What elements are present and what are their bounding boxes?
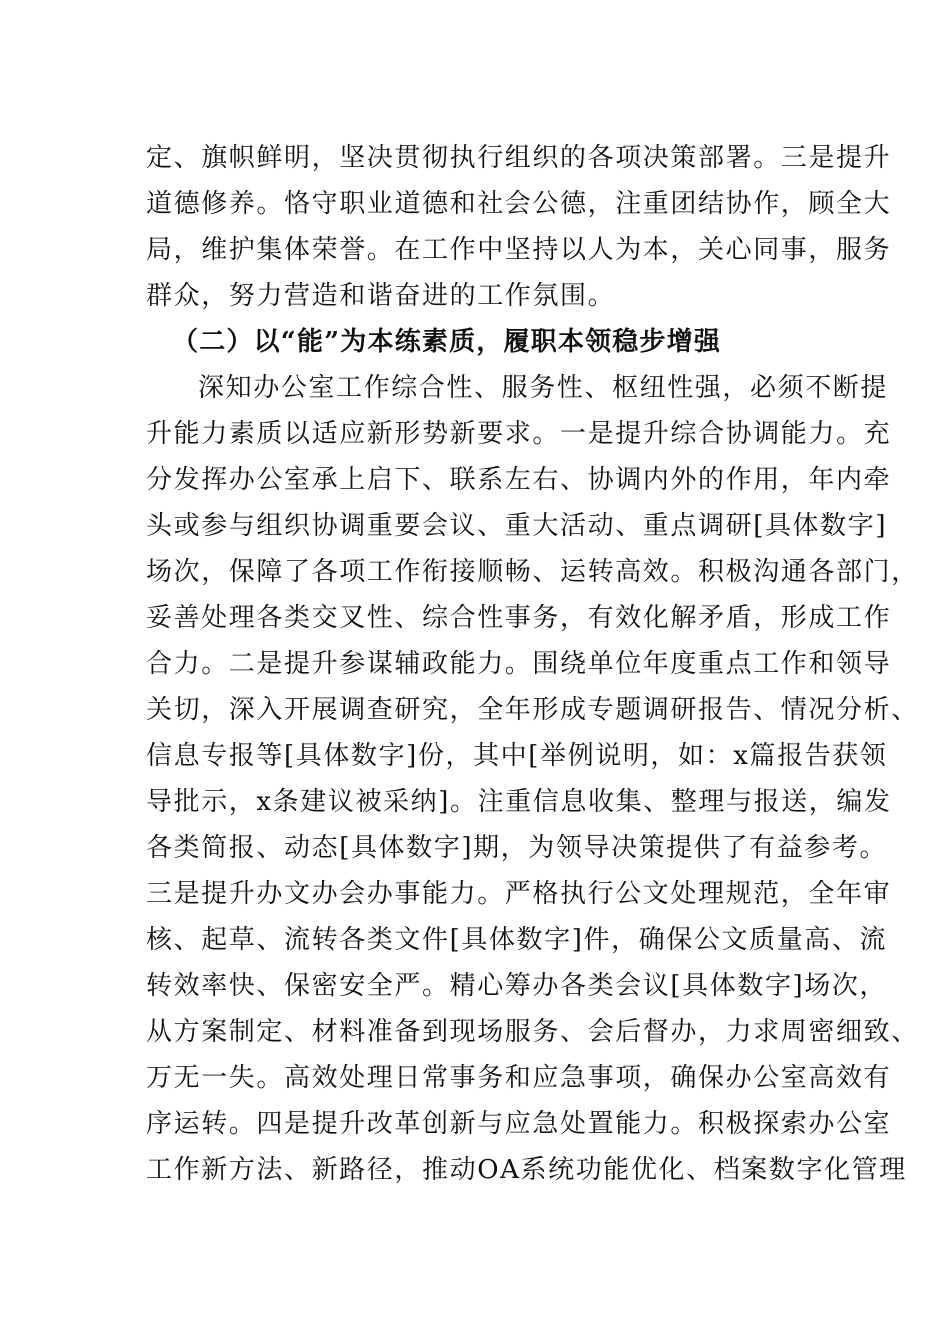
paragraph-line-22: 序运转。四是提升改革创新与应急处置能力。积极探索办公室 [146,1109,892,1139]
paragraph-line-21: 万无一失。高效处理日常事务和应急事项，确保办公室高效有 [146,1063,892,1093]
paragraph-line-15: 导批示，x条建议被采纳]。注重信息收集、整理与报送，编发 [146,787,892,817]
paragraph-line-1: 定、旗帜鲜明，坚决贯彻执行组织的各项决策部署。三是提升 [146,143,892,173]
paragraph-line-7: 升能力素质以适应新形势新要求。一是提升综合协调能力。充 [146,419,892,449]
paragraph-line-13: 关切，深入开展调查研究，全年形成专题调研报告、情况分析、 [146,695,919,725]
paragraph-line-17: 三是提升办文办会办事能力。严格执行公文处理规范，全年审 [146,879,892,909]
paragraph-line-16: 各类简报、动态[具体数字]期，为领导决策提供了有益参考。 [146,833,888,863]
paragraph-line-12: 合力。二是提升参谋辅政能力。围绕单位年度重点工作和领导 [146,649,892,679]
paragraph-line-19: 转效率快、保密安全严。精心筹办各类会议[具体数字]场次， [146,971,888,1001]
paragraph-line-14: 信息专报等[具体数字]份，其中[举例说明，如：x篇报告获领 [146,741,888,771]
paragraph-line-11: 妥善处理各类交叉性、综合性事务，有效化解矛盾，形成工作 [146,603,892,633]
paragraph-line-4: 群众，努力营造和谐奋进的工作氛围。 [146,281,616,311]
paragraph-line-20: 从方案制定、材料准备到现场服务、会后督办，力求周密细致、 [146,1017,919,1047]
paragraph-line-18: 核、起草、流转各类文件[具体数字]件，确保公文质量高、流 [146,925,888,955]
section-heading: （二）以“能”为本练素质，履职本领稳步增强 [172,327,722,357]
paragraph-line-2: 道德修养。恪守职业道德和社会公德，注重团结协作，顾全大 [146,189,892,219]
paragraph-line-3: 局，维护集体荣誉。在工作中坚持以人为本，关心同事，服务 [146,235,892,265]
paragraph-line-9: 头或参与组织协调重要会议、重大活动、重点调研[具体数字] [146,511,888,541]
paragraph-line-8: 分发挥办公室承上启下、联系左右、协调内外的作用，年内牵 [146,465,892,495]
paragraph-line-23: 工作新方法、新路径，推动OA系统功能优化、档案数字化管理 [146,1155,907,1185]
paragraph-line-10: 场次，保障了各项工作衔接顺畅、运转高效。积极沟通各部门， [146,557,919,587]
paragraph-line-6: 深知办公室工作综合性、服务性、枢纽性强，必须不断提 [198,373,889,403]
